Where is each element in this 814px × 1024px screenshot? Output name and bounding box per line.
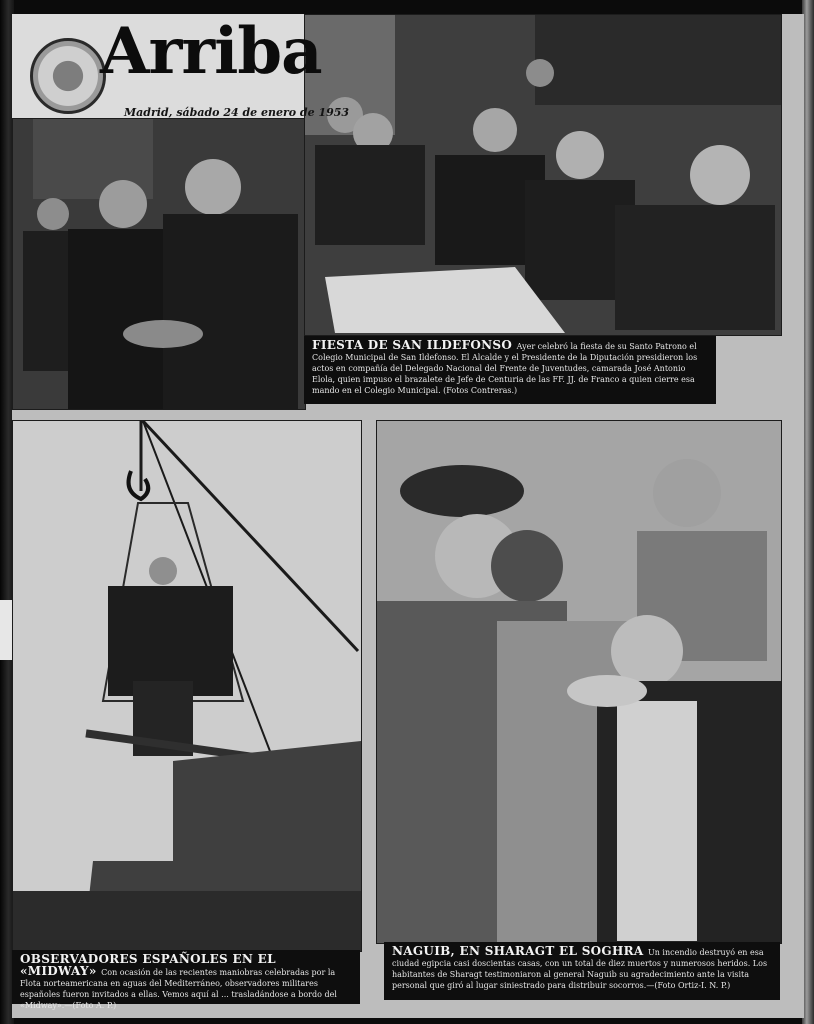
photo-midway-image xyxy=(13,421,361,951)
photo-greeting xyxy=(12,118,306,410)
photo-midway xyxy=(12,420,362,952)
body-midway: Con ocasión de las recientes maniobras celebradas por la Flota norteamericana en aguas del Mediterráneo, observadores militares españoles fueron invitados a ellas. Vemos aquí al ... trasladándose a bordo del «Midway».—(Foto A. P.) xyxy=(20,968,337,1010)
caption-san-ildefonso xyxy=(304,336,716,404)
side-tab xyxy=(0,600,12,660)
headline-naguib: NAGUIB, EN SHARAGT EL SOGHRA xyxy=(392,944,648,958)
photo-naguib-image xyxy=(377,421,781,943)
photo-ceremony xyxy=(304,14,782,336)
body-san-ildefonso: Ayer celebró la fiesta de su Santo Patrono el Colegio Municipal de San Ildefonso. El Alcalde y el Presidente de la Diputación presidieron los actos en compañía del Delegado Nacional del Frente de Juventudes, camarada José Antonio Elola, quien impuso el brazalete de Jefe de Centuria de las FF. JJ. de Franco a quien cierre esa mando en el Colegio Municipal. (Fotos Contreras.) xyxy=(312,342,698,395)
caption-midway xyxy=(12,950,360,1010)
falange-seal-logo xyxy=(30,38,106,114)
photo-ceremony-image xyxy=(305,15,781,335)
photo-greeting-image xyxy=(13,119,305,409)
dateline: Madrid, sábado 24 de enero de 1953 xyxy=(124,106,350,119)
masthead xyxy=(12,14,350,119)
caption-naguib xyxy=(384,942,780,1000)
newspaper-title: Arriba xyxy=(100,14,322,89)
photo-naguib xyxy=(376,420,782,944)
headline-san-ildefonso: FIESTA DE SAN ILDEFONSO xyxy=(312,338,517,352)
body-naguib: Un incendio destruyó en esa ciudad egipcia casi doscientas casas, con un total de diez muertos y numerosos heridos. Los habitantes de Sharagt testimoniaron al general Naguib su agradecimiento ante la visita personal que giró al lugar siniestrado para distribuir socorros.—(Foto Ortiz-I. N. P.) xyxy=(392,948,768,990)
headline-midway: OBSERVADORES ESPAÑOLES EN EL «MIDWAY» xyxy=(20,952,276,978)
